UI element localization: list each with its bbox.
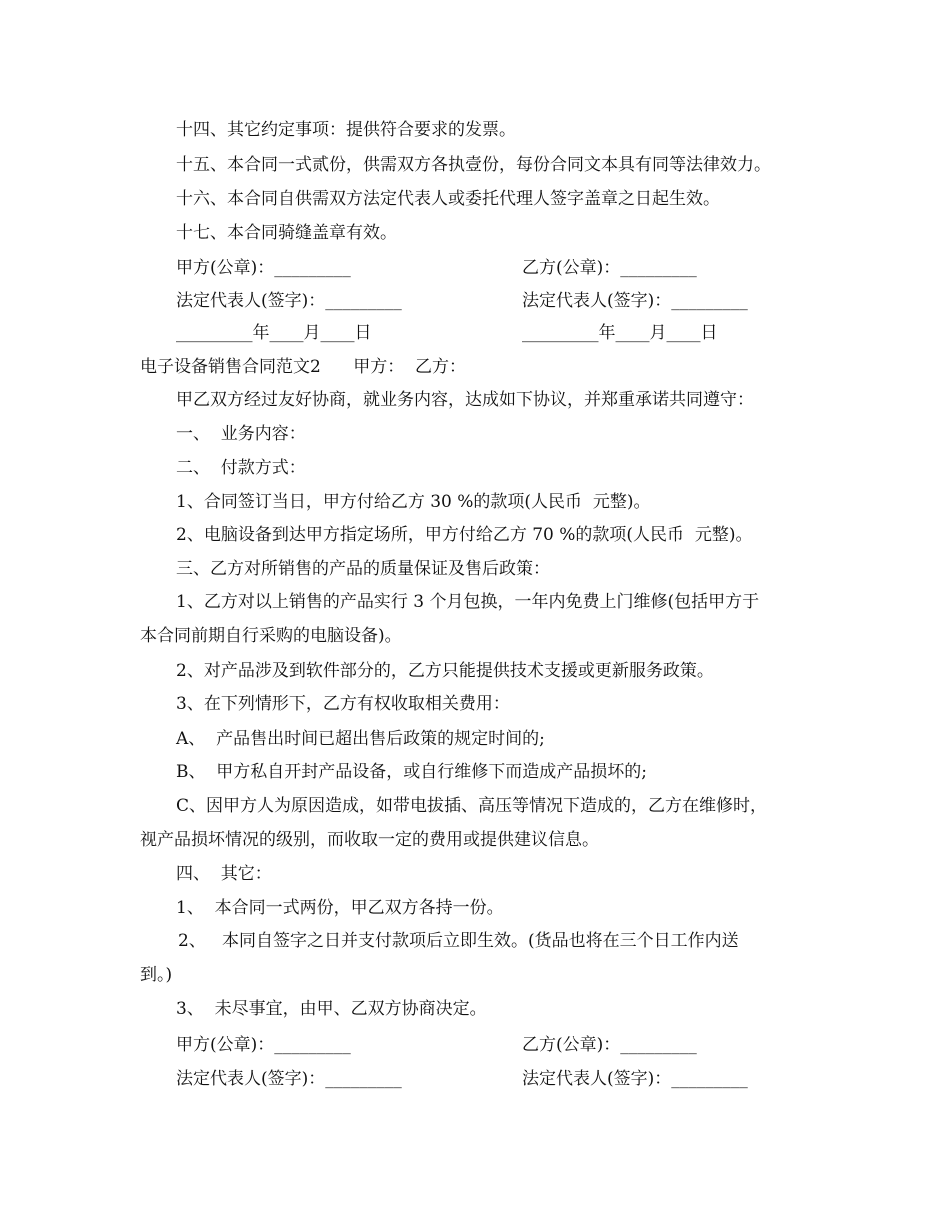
warranty-item-3: 3、在下列情形下，乙方有权收取相关费用：	[176, 694, 510, 714]
intro-paragraph: 甲乙双方经过友好协商，就业务内容，达成如下协议，并郑重承诺共同遵守：	[176, 390, 754, 410]
other-item-2: 2、 本同自签字之日并支付款项后立即生效。(货品也将在三个日工作内送	[178, 931, 739, 951]
other-item-3: 3、 未尽事宜，由甲、乙双方协商决定。	[176, 999, 487, 1019]
warranty-item-1: 1、乙方对以上销售的产品实行 3 个月包换，一年内免费上门维修(包括甲方于	[176, 592, 760, 612]
clause-16: 十六、本合同自供需双方法定代表人或委托代理人签字盖章之日起生效。	[176, 189, 720, 209]
payment-item-1: 1、合同签订当日，甲方付给乙方 30 %的款项(人民币 元整)。	[176, 492, 651, 512]
fee-case-c: C、因甲方人为原因造成，如带电拔插、高压等情况下造成的，乙方在维修时，	[176, 796, 768, 816]
contract-title-line: 电子设备销售合同范文2 甲方： 乙方：	[140, 357, 467, 377]
party-a-legal-rep-2: 法定代表人(签字)：_________	[176, 1069, 402, 1089]
payment-item-2: 2、电脑设备到达甲方指定场所，甲方付给乙方 70 %的款项(人民币 元整)。	[176, 525, 753, 545]
other-item-2-cont: 到。)	[140, 965, 173, 985]
heading-warranty: 三、乙方对所销售的产品的质量保证及售后政策：	[176, 559, 550, 579]
party-b-legal-rep-2: 法定代表人(签字)：_________	[522, 1069, 748, 1089]
party-b-date: _________年____月____日	[522, 323, 718, 343]
party-a-legal-rep: 法定代表人(签字)：_________	[176, 291, 402, 311]
party-b-seal-2: 乙方(公章)：_________	[522, 1035, 697, 1055]
fee-case-a: A、 产品售出时间已超出售后政策的规定时间的;	[176, 729, 545, 749]
heading-business-content: 一、 业务内容：	[176, 424, 306, 444]
clause-14: 十四、其它约定事项：提供符合要求的发票。	[176, 120, 516, 140]
fee-case-b: B、 甲方私自开封产品设备，或自行维修下而造成产品损坏的;	[176, 762, 648, 782]
party-b-seal: 乙方(公章)：_________	[522, 258, 697, 278]
party-a-date: _________年____月____日	[176, 323, 372, 343]
clause-15: 十五、本合同一式贰份，供需双方各执壹份，每份合同文本具有同等法律效力。	[176, 155, 771, 175]
clause-17: 十七、本合同骑缝盖章有效。	[176, 223, 397, 243]
fee-case-c-cont: 视产品损坏情况的级别，而收取一定的费用或提供建议信息。	[140, 830, 599, 850]
party-b-legal-rep: 法定代表人(签字)：_________	[522, 291, 748, 311]
party-a-seal: 甲方(公章)：_________	[176, 258, 351, 278]
warranty-item-2: 2、对产品涉及到软件部分的，乙方只能提供技术支援或更新服务政策。	[176, 661, 714, 681]
warranty-item-1-cont: 本合同前期自行采购的电脑设备)。	[140, 626, 402, 646]
heading-payment: 二、 付款方式：	[176, 458, 306, 478]
party-a-seal-2: 甲方(公章)：_________	[176, 1035, 351, 1055]
heading-other: 四、 其它：	[176, 864, 272, 884]
other-item-1: 1、 本合同一式两份，甲乙双方各持一份。	[176, 898, 504, 918]
